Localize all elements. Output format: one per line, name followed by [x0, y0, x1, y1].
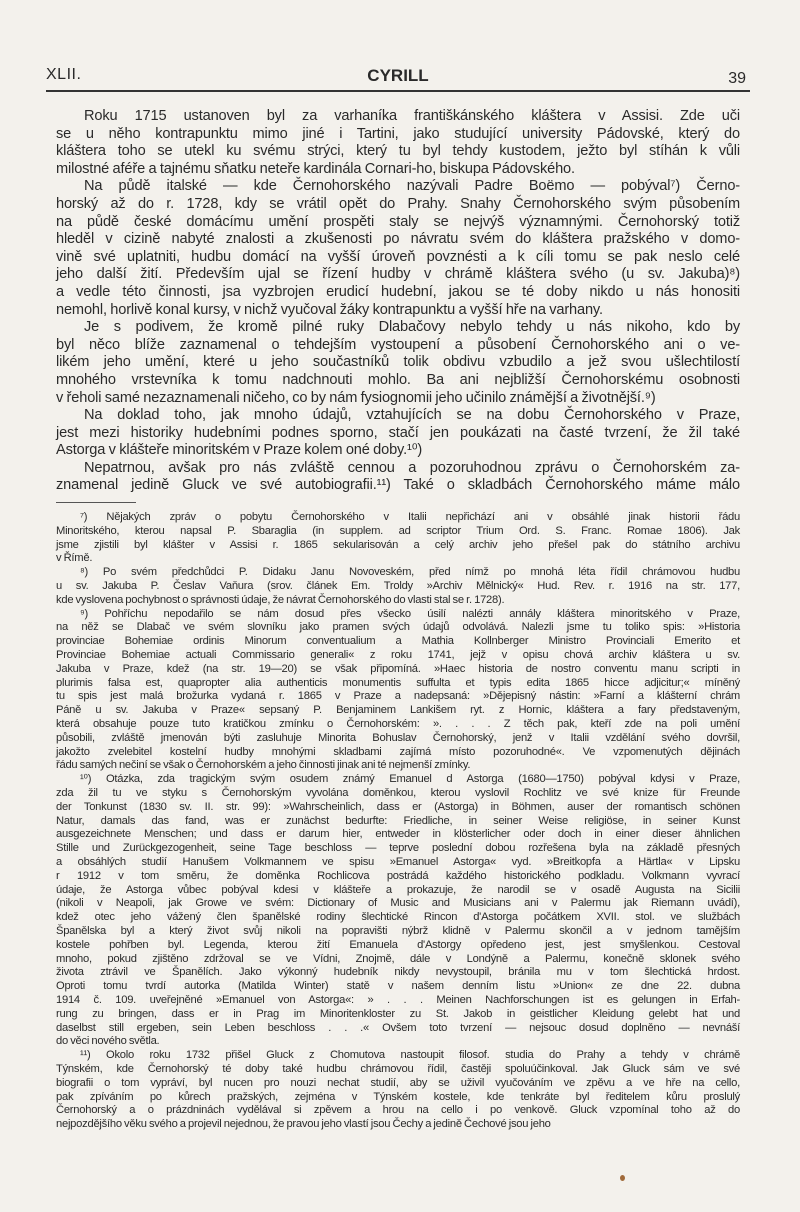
text-line: jest mezi historiky hudebními podnes sporno, stačí jen poukázati na časté tvrzení, že žil také [56, 424, 740, 441]
text-line: kostele pohřben byl. Legenda, kterou žití Emanuela d'Astorgy opředeno jest, jest smyšlenkou. Cestoval [56, 938, 740, 951]
ink-speck [620, 1175, 625, 1181]
text-line: Je s podivem, že kromě pilné ruky Dlabačovy nebylo tehdy u nás nikoho, kdo by [84, 319, 740, 336]
document-page [46, 62, 746, 1132]
footnote [56, 773, 740, 1049]
text-line: Páně u sv. Jakuba v Praze« sepsaný P. Benjaminem Lankišem ryt. z Hornic, kláštera a fary představeným, [56, 704, 740, 717]
paragraph [56, 108, 740, 178]
footnote [56, 566, 740, 607]
text-line: Na doklad toho, jak mnoho údajů, vztahujících se na dobu Černohorského v Praze, [84, 407, 740, 424]
text-line: Minoritského, kterou napsal P. Sbaraglia (in supplem. ad scriptor Trium Ord. S. Franc. Romae 1806). Jak [56, 524, 740, 537]
paragraph [56, 319, 740, 407]
text-line: údaje, že Astorga vůbec pobýval kdesi v klášteře a prokazuje, že narodil se v osadě Augusta na Sicilii [56, 883, 740, 896]
text-line: ⁹) Pohříchu nepodařilo se nám dosud přes všecko úsilí nalézti annály kláštera minoritského v Praze, [80, 607, 740, 620]
text-line: tu spis jest malá brožurka vydaná r. 1865 v Praze a nadepsaná: »Dějepisný nástin: »Farní a klášterní chrám [56, 690, 740, 703]
text-line: Nepatrnou, avšak pro nás zvláště cennou a pozoruhodnou zprávu o Černohorském za- [84, 459, 740, 476]
text-line: jsme zjistili byl klášter v Assisi r. 1865 sekularisován a celý archiv jeho přešel pak do státního archivu [56, 538, 740, 551]
header-rule [46, 90, 750, 92]
text-line: znamenal jedině Gluck ve své autobiografii.¹¹) Také o skladbách Černohorského máme málo [56, 477, 740, 494]
text-line: ⁷) Nějakých zpráv o pobytu Černohorského v Italii nepřichází ani v obsáhlé jinak historii řádu [80, 511, 740, 524]
text-line: 1914 č. 109. uveřejněné »Emanuel von Astorga«: » . . . Meinen Nachforschungen ist es gelungen in Erfah- [56, 993, 740, 1006]
text-line: Roku 1715 ustanoven byl za varhaníka františkánského kláštera v Assisi. Zde uči [84, 108, 740, 124]
text-line: života ztrávil ve Španělích. Jako výkonný hudebník nikdy nevystoupil, bránila mu v tom šlechtická hrdost. [56, 966, 740, 979]
text-line: Astorga v klášteře minoritském v Praze kolem oné doby.¹⁰) [56, 442, 423, 459]
text-line: Natur, damals das fand, was er zunächst bedurfte: Friedliche, in seiner Weise religiöse, in seiner Kunst [56, 814, 740, 827]
text-line: mnoho, pokud zjištěno zdržoval se ve Vídni, Znojmě, dále v Londýně a Palermu, konečně sklonek svého [56, 952, 740, 965]
text-line: se u něho kontrapunktu mimo jiné i Tartini, jako studující university Pádovské, který do [56, 125, 740, 142]
text-line: Oproti tomu tvrdí autorka (Matilda Winter) statě v našem denním listu »Union« ze dne 22. dubna [56, 980, 740, 993]
text-line: ¹⁰) Otázka, zda tragickým svým osudem známý Emanuel d Astorga (1680—1750) pobýval kdysi v Praze, [80, 773, 740, 786]
text-line: Jakuba v Praze, kdež (na str. 19—20) se však připomíná. »Haec historia de nostro conventu manu scripti in [56, 662, 740, 675]
text-line: Španělska byl a který život svůj nikoli na popravišti nýbrž klidně v Palermu skončil a v jednom tamějším [56, 924, 740, 937]
text-line: plurimis falsa est, quapropter alia authenticis monumentis suffulta et typis edita 1865 hicce adjicitur;« míněný [56, 676, 740, 689]
volume-number: XLII. [46, 66, 82, 83]
text-line: Stille und Zurückgezogenheit, seine Tage beschloss — teprve poslední dobou rozřešena byla na základě přesných [56, 842, 740, 855]
paragraph [56, 407, 740, 460]
text-line: Na půdě italské — kde Černohorského nazývali Padre Boëmo — pobýval⁷) Černo- [84, 178, 740, 195]
text-line: Provinciae Bohemiae actuali Commissario generali« z roku 1741, jejž v opisu chová archiv kláštera u sv. [56, 649, 740, 662]
text-line: ¹¹) Okolo roku 1732 přišel Gluck z Chomutova nastoupit filosof. studia do Prahy a tehdy v chrámě [80, 1049, 740, 1062]
text-line: horský až do r. 1728, kdy se vrátil opět do Prahy. Snahy Černohorského svým působením [56, 195, 740, 212]
text-line: milostné aféře a tajnému sňatku neteře kardinála Cornari-ho, biskupa Pádovského. [56, 160, 575, 177]
text-line: mnohého vrstevníka k tomu nadchnouti mohlo. Ba ani nejbližší Černohorskému osobnosti [56, 371, 740, 388]
text-line: a obsáhlých studií Hanušem Volkmannem ve spisu »Emanuel Astorga« vyd. »Breitkopfa a Härtla« v Lipsku [56, 855, 740, 868]
text-line: pak zpíváním po kůrech pražských, zejména v Týnském kostele, kde tenkráte byl ředitelem kůru proslulý [56, 1090, 740, 1103]
text-line: u sv. Jakuba P. Česlav Vaňura (srov. článek Em. Troldy »Archiv Mělnický« Hud. Rev. r. 1916 na str. 177, [56, 580, 740, 593]
text-line: kde vyslovena pochybnost o správnosti údaje, že návrat Černohorského do vlasti stal se r. 1728). [56, 593, 505, 606]
page-number: 39 [728, 70, 746, 87]
text-line: jakožto zvelebitel kostelní hudby mnohými skladbami zajímá místo pozoruhodné«. Ve vzpomenutých dějinách [56, 745, 740, 758]
text-line: kdež otec jeho vážený člen španělské rodiny šlechtické Rincon d'Astorga počátkem XVII. stol. ve službách [56, 911, 740, 924]
text-line: Týnském, kde Černohorský té doby také hudbu chrámovou řídil, častěji spoluúčinkoval. Jak Gluck sám ve své [56, 1062, 740, 1075]
text-line: která obsahuje pouze tuto kratičkou zmínku o Černohorském: ». . . . Z těch pak, kteří zde na poli umění [56, 718, 740, 731]
text-line: v řeholi samé nezaznamenali ničeho, co by nám fysiognomii jeho učinilo známější a životnější.⁹) [56, 389, 656, 406]
text-line: zda žil tu ve styku s Černohorským vyvolána doměnkou, kterou vyslovil Rochlitz ve své knize für Freunde [56, 787, 740, 799]
text-line: ausgezeichnete Menschen; und dass er darum hier, entweder in klösterlicher oder doch in einer dieser ähnlichen [56, 828, 740, 841]
text-line: r 1912 v tom směru, že doměnka Rochlicova postrádá každého historického podkladu. Volkmann vyvrací [56, 869, 740, 882]
text-line: a vedle této činnosti, jsa vyzbrojen erudicí hudební, jakou se té doby nikdo u nás honositi [56, 283, 740, 300]
text-line: Černohorský a o prázdninách vydělával si zpěvem a hrou na cello i po venkově. Gluck vzpomínal toho až do [56, 1104, 740, 1117]
text-line: nejpozdějšího věku svého a projevil nejednou, že pravou jeho vlastí jsou Čechy a jedině Čechové jsou jeho [56, 1118, 551, 1131]
text-line: (nikoli v Neapoli, jak Growe ve svém: Dictionary of Music and Musicians ani v Palermu jak Riemann uvádí), [56, 897, 740, 910]
text-line: ⁸) Po svém předchůdci P. Didaku Janu Novoveském, před nímž po mnohá léta řídil chrámovou hudbu [80, 566, 740, 579]
text-line: biografii o tom vypráví, byl nucen pro nouzi nechat studií, aby se uživil vyučováním ve zpěvu a ve hře na cello, [56, 1076, 740, 1089]
text-line: nemohl, horlivě konal kursy, v nichž vyučoval žáky kontrapunktu a vyšší hře na varhany. [56, 301, 603, 318]
text-line: byl něco blíže zaznamenal o tehdejším vystoupení a působení Černohorského ani o ve- [56, 336, 740, 353]
paragraph [56, 460, 740, 495]
text-line: hleděl v cizině nabyté znalosti a zkušenosti po návratu svém do kláštera pražského v domo- [56, 231, 740, 248]
text-line: daselbst still ergeben, sein Leben beschloss . . .« Ovšem toto tvrzení — nejsouc dosud doplněno — nevnáší [56, 1021, 740, 1034]
text-line: působili, zvláště jmenován býti zasluhuje Minorita Bohuslav Černohorský, jenž v Italii vzdělání svého dovršil, [56, 731, 740, 744]
journal-title: CYRILL [367, 66, 429, 85]
text-line: na něž se Dlabač ve svém slovníku jako pramen svých údajů odvolává. Nalezli jsme tu toliko spis: »Historia [56, 621, 740, 634]
text-line: do věci nového světla. [56, 1035, 160, 1048]
paragraph [56, 178, 740, 319]
text-line: kláštera toho se utekl ku svému strýci, který tu byl tehdy kustodem, ježto byl stíhán k vůli [56, 143, 740, 160]
text-line: jeho další žití. Především ujal se řízení hudby v chrámě kláštera svého (u sv. Jakuba)⁸) [56, 266, 740, 283]
footnote-rule [56, 502, 136, 503]
text-line: řádu samých nečiní se však o Černohorském a jeho činnosti jinak ani té nejmenší zmínky. [56, 759, 471, 772]
text-line: likém jeho umění, které u jeho součastníků tolik obdivu vzbudilo a jež svou ušlechtilostí [56, 354, 740, 371]
footnote [56, 1049, 740, 1132]
text-line: provinciae Bohemiae ordinis Minorum conventualium a Mathia Kollnberger Ministro Provinciali Emerito et [56, 635, 740, 648]
footnote [56, 511, 740, 566]
text-line: na půdě české domácímu umění prospěti staly se nejvýš významnými. Černohorský totiž [56, 213, 740, 230]
running-header [46, 62, 746, 87]
text-line: der Tonkunst (1830 sv. II. str. 99): »Wahrscheinlich, dass er (Astorga) in Böhmen, auser der romantisch schönen [56, 800, 740, 813]
footnotes [56, 511, 740, 1132]
text-line: v Římě. [56, 552, 93, 565]
text-line: rung zu bringen, dass er in Prag im Minoritenkloster zu St. Jakob in geistlicher Kleidung gelebt hat und [56, 1007, 740, 1020]
text-line: vině své uplatniti, hudbu domácí na vyšší úroveň povznésti a k cíli tomu se pak neslo celé [56, 248, 740, 265]
footnote [56, 608, 740, 774]
main-text [56, 108, 740, 495]
